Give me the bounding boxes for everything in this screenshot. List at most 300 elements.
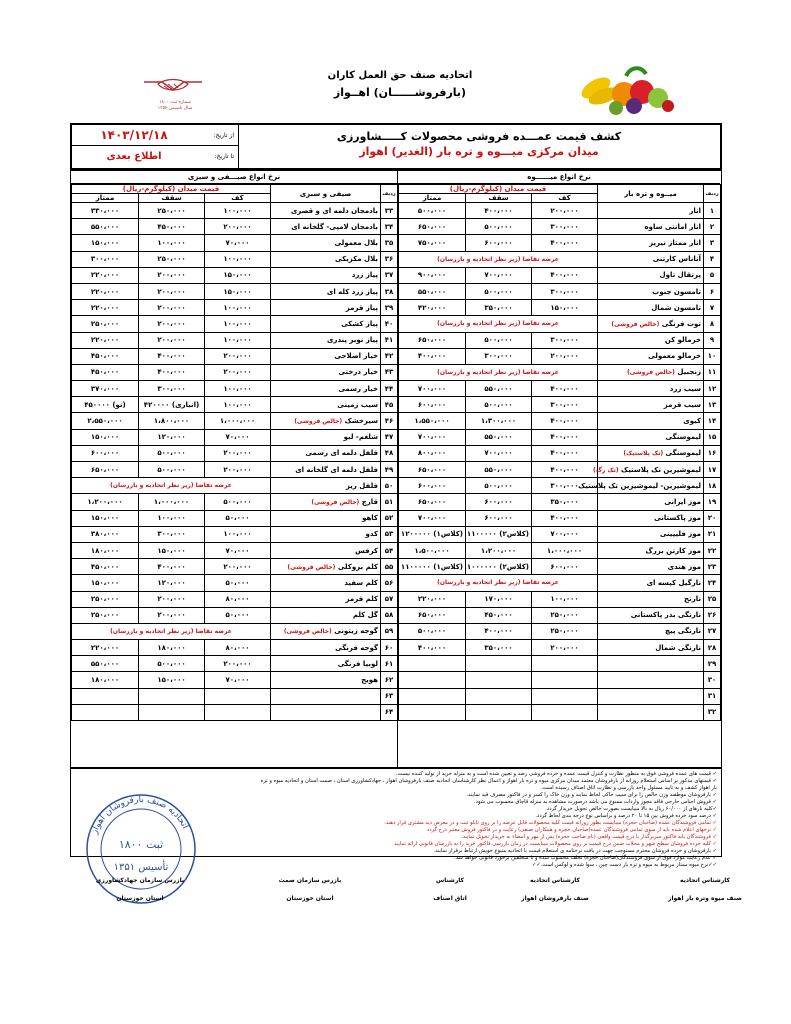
price-premium: [399, 704, 466, 720]
price-max: ۳۰۰،۰۰۰: [139, 381, 205, 397]
table-row: [72, 591, 398, 607]
table-row: [399, 623, 721, 639]
item-name: [598, 397, 704, 413]
price-min: [205, 704, 271, 720]
item-name-text: زنجبیل: [677, 368, 702, 377]
note-line: ✓ عدم رعایت موارد فوق از سوی فروشندگان(صاحبان حجره) تخلف محسوب شده و با متخلفین برخورد قانونی خواهد شد.: [454, 855, 717, 861]
price-min: ۷۰،۰۰۰: [205, 672, 271, 688]
signature-block: [255, 876, 365, 904]
price-max: ۳۵۰،۰۰۰: [466, 300, 532, 316]
item-name: [598, 672, 704, 688]
from-date-row: [72, 125, 238, 146]
table-row: [399, 672, 721, 688]
price-max: ۵۰۰،۰۰۰: [466, 478, 532, 494]
price-premium: ۶۰۰،۰۰۰: [399, 478, 466, 494]
to-date-value: اطلاع بعدی: [106, 150, 162, 162]
price-premium: [72, 688, 139, 704]
item-name: [271, 607, 381, 623]
item-name: [593, 462, 704, 478]
supply-demand-note: عرضه تقاضا (زیر نظر اتحادیه و بازرسان): [399, 251, 598, 267]
price-max: ۵۰۰،۰۰۰: [139, 445, 205, 461]
price-max: ۵۰۰،۰۰۰: [466, 397, 532, 413]
price-max: ۱،۰۰۰،۰۰۰: [139, 494, 205, 510]
price-max: [139, 688, 205, 704]
row-number: ۴: [704, 251, 721, 267]
price-premium: ۱،۲۰۰،۰۰۰: [72, 494, 139, 510]
fruit-section: [397, 171, 720, 767]
item-name-text: لیموسنگی: [665, 449, 702, 458]
table-row: [72, 413, 398, 429]
row-number: ۱۵: [704, 429, 721, 445]
table-row: [399, 429, 721, 445]
row-number: ۵۹: [381, 623, 398, 639]
price-max: ۲۰۰،۰۰۰: [139, 316, 205, 332]
price-max: ۴۰۰،۰۰۰: [466, 203, 532, 219]
item-name-text: خرمالو معمولی: [648, 352, 702, 361]
fruits-logo: [576, 58, 676, 116]
row-number: ۳۶: [381, 251, 398, 267]
price-min: ۱۵۰،۰۰۰: [205, 267, 271, 283]
price-premium: ۱،۵۰۰،۰۰۰: [399, 542, 466, 558]
note-line: ✓ کلیه خرده فروشان سطح شهر و محلات ضمن درج قیمت بر روی محصولات میبایست در زمان بازرسی فاکتور خرید را به بازرسان قانونی ارائه نمایند: [394, 841, 717, 847]
table-row: [399, 494, 721, 510]
item-name: [598, 316, 704, 332]
item-name-text: سیب زمینی: [337, 400, 379, 409]
price-premium: ۲۲۰،۰۰۰: [72, 640, 139, 656]
note-line: ✓ فروش اجناس خارجی فاقد مجوز واردات ممنوع می باشد درصورت مشاهده به منزله قاچاق محسوب می شود.: [473, 799, 717, 805]
price-max: ۲۰۰،۰۰۰: [139, 591, 205, 607]
table-row: [399, 332, 721, 348]
item-name-text: فلفل ریز: [345, 481, 379, 490]
price-min: [532, 656, 598, 672]
note-line: ✓ درصد سود خرده فروش بین ۱۵ تا ۲۰ درصد و براساس نوع درجه بندی لحاظ گردد.: [535, 813, 717, 819]
table-row: [399, 251, 721, 267]
signature-title: بازرس سازمان صمت: [278, 877, 342, 884]
price-max: ۱۲۰،۰۰۰: [139, 575, 205, 591]
price-max: ۱۸۰،۰۰۰: [139, 640, 205, 656]
row-number: ۲۸: [704, 640, 721, 656]
note-line: ✓کلیه بارهای از ۶۰/۰۰۰ ریال به بالا میبایست بصورت خالص تحویل خریدار گردد.: [545, 806, 717, 812]
table-row: [72, 494, 398, 510]
item-name-text: موز کارتن بزرگ: [645, 546, 702, 555]
price-premium: ۶۰۰،۰۰۰: [399, 397, 466, 413]
table-row: [399, 235, 721, 251]
item-name-text: کلم قرمز: [345, 595, 379, 604]
item-name: [598, 656, 704, 672]
note-line: ✓ تمامی فروشندگان عمده (صاحبان حجره) میبایست بطور روزانه قیمت کلیه محصولات قابل عرضه را بر روی تابلو ثبت و در معرض دید مشتری قرار دهند.: [384, 820, 717, 826]
item-name: [271, 623, 381, 639]
price-max: ۶۰۰،۰۰۰: [466, 235, 532, 251]
price-min: ۶۰۰،۰۰۰: [532, 559, 598, 575]
price-max: ۲۰۰،۰۰۰: [139, 300, 205, 316]
item-name-text: سیب زرد: [669, 384, 702, 393]
item-name-text: فلفل دلمه ای رسمی: [305, 449, 379, 458]
item-name: [598, 704, 704, 720]
price-premium: (نو) ۴۵۰۰۰۰: [72, 397, 139, 413]
row-number: ۵۱: [381, 494, 398, 510]
item-name-text: گوجه فرنگی: [335, 643, 379, 652]
stamp-line-1: شماره ثبت ۱۸۰۰: [159, 100, 191, 105]
price-min: ۷۰،۰۰۰: [205, 542, 271, 558]
document-subtitle: میدان مرکزی میـــوه و تره بار (الغدیر) اهواز: [359, 145, 599, 158]
price-max: ۴۰۰،۰۰۰: [139, 348, 205, 364]
row-number: ۳۷: [381, 267, 398, 283]
item-name: [271, 397, 381, 413]
item-name: [271, 429, 381, 445]
item-name: [271, 316, 381, 332]
price-min: ۴۰۰،۰۰۰: [532, 429, 598, 445]
row-number: ۵۳: [381, 526, 398, 542]
price-premium: ۶۵۰،۰۰۰: [72, 462, 139, 478]
price-min: ۱،۰۰۰،۰۰۰: [205, 413, 271, 429]
price-premium: ۷۰۰،۰۰۰: [399, 429, 466, 445]
item-name-text: پیاز قرمز: [345, 303, 379, 312]
item-name: [271, 542, 381, 558]
fruit-section-title: نرخ انواع میــــــوه: [398, 171, 720, 184]
item-name-text: پیاز کشکی: [341, 319, 379, 328]
table-row: [72, 397, 398, 413]
price-min: ۴۰۰،۰۰۰: [532, 413, 598, 429]
table-row: [399, 219, 721, 235]
price-min: ۲۰۰،۰۰۰: [205, 656, 271, 672]
price-max: ۱،۲۰۰،۰۰۰: [466, 542, 532, 558]
price-min: ۱۰۰،۰۰۰: [205, 203, 271, 219]
price-min: ۲۰۰،۰۰۰: [205, 462, 271, 478]
table-row: [399, 591, 721, 607]
price-premium: ۵۵۰،۰۰۰: [399, 283, 466, 299]
item-name-text: بلال معمولی: [334, 238, 379, 247]
table-row: [399, 413, 721, 429]
price-max: ۵۰۰،۰۰۰: [466, 219, 532, 235]
signature-block: [650, 876, 760, 904]
table-row: [72, 478, 398, 494]
table-row: [72, 640, 398, 656]
price-min: ۷۰۰،۰۰۰: [532, 526, 598, 542]
title-cell: [238, 125, 720, 168]
row-number: ۴۶: [381, 413, 398, 429]
price-min: ۷۰،۰۰۰: [205, 429, 271, 445]
signature-title: کارشناس اتحادیه: [529, 877, 581, 884]
price-min: ۲۵۰،۰۰۰: [532, 623, 598, 639]
item-name: [271, 575, 381, 591]
item-name-text: توت فرنگی: [661, 319, 702, 328]
price-premium: ۱۵۰،۰۰۰: [72, 510, 139, 526]
price-min: ۱۵۰،۰۰۰: [532, 300, 598, 316]
item-name-text: انار ممتاز نیریز: [649, 238, 702, 247]
seal-ring-text: اتحادیه صنف بارفروشان اهواز: [89, 794, 190, 836]
signature-title: کارشناس اتحادیه: [679, 877, 731, 884]
supply-demand-note: عرضه تقاضا (زیر نظر اتحادیه و بازرسان): [72, 623, 271, 639]
price-premium: ۴۵۰،۰۰۰: [72, 559, 139, 575]
price-min: ۷۰،۰۰۰: [205, 235, 271, 251]
price-grid: [70, 170, 722, 768]
item-name-text: لیموسنگی: [665, 433, 702, 442]
col-row-header: ردیف: [704, 185, 721, 203]
table-row: [72, 672, 398, 688]
row-number: ۹: [704, 332, 721, 348]
item-name-text: خیار رسمی: [338, 384, 379, 393]
row-number: ۲۹: [704, 656, 721, 672]
fruit-table: [398, 184, 721, 721]
signature-block: [85, 876, 195, 904]
price-max: ۷۰۰،۰۰۰: [466, 267, 532, 283]
table-row: [399, 348, 721, 364]
price-max: ۴۰۰،۰۰۰: [466, 623, 532, 639]
price-max: ۱۰۰،۰۰۰: [139, 235, 205, 251]
note-line: ✓ فروشندگان باید فاکتور سربرگدار با درج قیمت واقعی (نام صاحب حجره) پس از مهر و امضاء به خریدار تحویل نمایند.: [460, 834, 717, 840]
row-number: ۱۸: [704, 478, 721, 494]
row-number: ۳۴: [381, 219, 398, 235]
item-name-text: نارنج: [684, 595, 702, 604]
table-row: [72, 267, 398, 283]
price-min: ۳۰۰،۰۰۰: [532, 283, 598, 299]
item-name: [598, 510, 704, 526]
table-row: [399, 559, 721, 575]
row-number: ۴۹: [381, 462, 398, 478]
price-premium: ۳۸۰،۰۰۰: [72, 526, 139, 542]
signature-block: [500, 876, 610, 904]
item-name: [598, 623, 704, 639]
price-max: ۳۰۰،۰۰۰: [466, 348, 532, 364]
price-premium: ۴۰۰،۰۰۰: [399, 348, 466, 364]
row-number: ۲۰: [704, 510, 721, 526]
row-number: ۴۷: [381, 429, 398, 445]
item-name-text: تامسون جنوب: [652, 287, 702, 296]
row-number: ۲۶: [704, 607, 721, 623]
item-name-text: انار امانتی ساوه: [644, 222, 702, 231]
price-premium: ۴۵۰،۰۰۰: [72, 348, 139, 364]
table-row: [399, 478, 721, 494]
item-name: [598, 235, 704, 251]
price-min: ۴۰۰،۰۰۰: [532, 381, 598, 397]
price-max: ۱۵۰،۰۰۰: [139, 672, 205, 688]
table-row: [72, 462, 398, 478]
price-premium: ۲۲۰،۰۰۰: [72, 300, 139, 316]
price-min: ۱۰۰،۰۰۰: [205, 316, 271, 332]
price-max: ۴۵۰،۰۰۰: [466, 607, 532, 623]
col-min-header: کف: [532, 194, 598, 203]
price-min: ۸۰،۰۰۰: [205, 591, 271, 607]
price-premium: ۵۵۰،۰۰۰: [72, 656, 139, 672]
price-max: ۵۵۰،۰۰۰: [466, 462, 532, 478]
table-row: [72, 656, 398, 672]
from-date-label: از تاریخ:: [213, 131, 234, 139]
price-min: ۵۰،۰۰۰: [205, 510, 271, 526]
row-number: ۵۰: [381, 478, 398, 494]
item-name: [271, 251, 381, 267]
item-name-text: لیموشیرین تک پلاستیک: [621, 465, 702, 474]
item-name-text: موز فلیپینی: [659, 530, 702, 539]
item-name-text: کدو: [365, 530, 379, 539]
price-max: ۳۰۰،۰۰۰: [139, 526, 205, 542]
item-name: [271, 235, 381, 251]
item-name-text: بادمجان لامپی- گلخانه ای: [291, 222, 379, 231]
item-name-text: سیب قرمز: [663, 400, 702, 409]
item-name: [598, 591, 704, 607]
item-name: [271, 381, 381, 397]
price-premium: ۶۵۰،۰۰۰: [399, 607, 466, 623]
col-name-header: میــوه و تره بار: [598, 185, 704, 203]
price-min: ۱۰۰،۰۰۰: [532, 591, 598, 607]
item-note: (خالص فروشی): [611, 320, 660, 328]
row-number: ۴۴: [381, 381, 398, 397]
note-line: ✓✓نرخ میوه ممتاز مربوط به میوه و تره بار دست چین ، سوا شده و لوکس است.✓✓: [532, 862, 717, 868]
item-name-text: آناناس کارتنی: [652, 255, 702, 264]
item-name: [598, 300, 704, 316]
price-min: ۸۰،۰۰۰: [205, 640, 271, 656]
item-name: [598, 575, 704, 591]
row-number: ۳۸: [381, 283, 398, 299]
price-min: ۲۰۰،۰۰۰: [205, 348, 271, 364]
price-premium: ۴۵۰،۰۰۰: [72, 364, 139, 380]
table-row: [399, 283, 721, 299]
price-premium: ۱۵۰،۰۰۰: [72, 429, 139, 445]
price-max: ۲۰۰،۰۰۰: [139, 332, 205, 348]
item-name: [271, 364, 381, 380]
table-row: [72, 235, 398, 251]
price-max: ۵۰۰،۰۰۰: [466, 283, 532, 299]
table-row: [72, 688, 398, 704]
item-name-text: کرفس: [355, 546, 379, 555]
item-name: [598, 364, 704, 380]
item-name: [271, 348, 381, 364]
row-number: ۲۱: [704, 526, 721, 542]
row-number: ۵: [704, 267, 721, 283]
row-number: ۳۵: [381, 235, 398, 251]
price-max: ۴۰۰،۰۰۰: [139, 559, 205, 575]
price-premium: ۴۲۰،۰۰۰: [399, 300, 466, 316]
price-min: [205, 688, 271, 704]
signature-org: اتاق اصناف: [433, 895, 467, 902]
table-row: [72, 332, 398, 348]
price-max: (انباری) ۴۲۰۰۰۰: [139, 397, 205, 413]
price-premium: ۲۵۰،۰۰۰: [72, 316, 139, 332]
table-row: [72, 559, 398, 575]
price-max: ۶۰۰،۰۰۰: [466, 510, 532, 526]
title-box: [70, 123, 722, 170]
item-name-text: کیوی: [683, 417, 702, 426]
price-premium: ۲۲۰،۰۰۰: [72, 332, 139, 348]
table-row: [399, 462, 721, 478]
item-name: [271, 267, 381, 283]
table-row: [72, 704, 398, 720]
table-row: [399, 445, 721, 461]
item-note: (تک پلاستیک): [623, 450, 664, 458]
signature-org: صنف بارفروشان اهواز: [521, 895, 589, 902]
price-max: ۲۰۰،۰۰۰: [139, 283, 205, 299]
item-name: [598, 640, 704, 656]
price-premium: ۹۰۰،۰۰۰: [399, 267, 466, 283]
item-name: [598, 251, 704, 267]
row-number: ۶۳: [381, 688, 398, 704]
price-max: ۶۰۰،۰۰۰: [466, 494, 532, 510]
table-row: [72, 510, 398, 526]
price-premium: ۳۷۰،۰۰۰: [72, 381, 139, 397]
price-max: ۱۷۰،۰۰۰: [466, 591, 532, 607]
note-line: بار اهواز کشف و به تایید مسئول واحد بازرسی و نظارت اتاق اصناف رسیده است.: [541, 785, 717, 791]
item-name-text: پرتقال تاول: [659, 271, 702, 280]
item-name: [271, 478, 381, 494]
table-row: [72, 381, 398, 397]
price-premium: ۷۰۰،۰۰۰: [399, 381, 466, 397]
price-premium: ۱۸۰،۰۰۰: [72, 542, 139, 558]
item-name-text: هویج: [361, 676, 379, 685]
price-max: [466, 704, 532, 720]
row-number: ۶۲: [381, 672, 398, 688]
veg-section-title: نرخ انواع صیـــفی و سبزی: [71, 171, 397, 184]
item-name: [271, 462, 381, 478]
table-row: [72, 219, 398, 235]
price-premium: (کلاس۱) ۱۱۰۰۰۰۰: [399, 559, 466, 575]
note-line: ✓ قیمتهای مذکور بر اساس استعلام روزانه از بارفروشان معتمد میدان مرکزی میوه و تره بار اهواز و اعمال نظر کارشناسان اتحادیه صنف بارفروشان اهواز ، جهادکشاورزی استان ، صمت استان و اتحادیه میوه و تره: [260, 778, 717, 784]
price-min: ۴۰۰،۰۰۰: [532, 267, 598, 283]
price-premium: ۱۵۰،۰۰۰: [72, 235, 139, 251]
price-max: ۵۰۰،۰۰۰: [139, 656, 205, 672]
row-number: ۶۴: [381, 704, 398, 720]
price-max: [466, 656, 532, 672]
table-row: [72, 283, 398, 299]
row-number: ۵۲: [381, 510, 398, 526]
row-number: ۱۰: [704, 348, 721, 364]
item-name: [271, 640, 381, 656]
item-name-text: قارچ: [361, 497, 379, 506]
item-note: (خالص فروشی): [287, 563, 336, 571]
item-name-text: نارنگی پیچ: [664, 627, 702, 636]
price-max: ۴۰۰،۰۰۰: [139, 364, 205, 380]
price-min: ۱۰۰،۰۰۰: [205, 332, 271, 348]
table-row: [399, 575, 721, 591]
price-premium: ۶۵۰،۰۰۰: [399, 462, 466, 478]
item-name-text: انار: [689, 206, 702, 215]
item-name-text: لوبیا فرنگی: [337, 659, 379, 668]
item-name: [271, 413, 381, 429]
row-number: ۲: [704, 219, 721, 235]
col-max-header: سقف: [466, 194, 532, 203]
price-min: ۳۵۰،۰۰۰: [532, 494, 598, 510]
price-min: ۱۰۰،۰۰۰: [205, 526, 271, 542]
price-min: ۲۵۰،۰۰۰: [532, 607, 598, 623]
item-name-text: بادمجان دلمه ای و قصری: [290, 206, 379, 215]
price-premium: ۲۲۰،۰۰۰: [72, 283, 139, 299]
seal-year-text: تأسیس ۱۳۵۱: [113, 862, 169, 873]
item-name: [271, 688, 381, 704]
table-row: [399, 267, 721, 283]
price-max: ۵۵۰،۰۰۰: [466, 381, 532, 397]
item-name: [271, 300, 381, 316]
row-number: ۴۸: [381, 445, 398, 461]
item-name: [598, 203, 704, 219]
price-min: ۵۰،۰۰۰: [205, 607, 271, 623]
item-name: [598, 332, 704, 348]
item-note: (خالص فروشی): [283, 628, 332, 636]
note-line: ✓ قیمت های عمده فروشی فوق به منظور نظارت و کنترل قیمت عمده و خرده فروشی رصد و تعیین شده است و به منزله خرید از تولید کننده نیست.: [395, 771, 717, 777]
item-name-text: موز پاکستانی: [654, 514, 702, 523]
item-name: [598, 559, 704, 575]
item-name-text: موز ایرانی: [664, 497, 702, 506]
item-note: (خالص فروشی): [311, 498, 360, 506]
price-min: ۵۰۰،۰۰۰: [205, 494, 271, 510]
table-row: [72, 607, 398, 623]
item-name-text: نارگیل کیسه ای: [646, 578, 702, 587]
row-number: ۸: [704, 316, 721, 332]
price-max: ۱۵۰،۰۰۰: [139, 542, 205, 558]
item-name-text: گوجه زیتونی: [334, 627, 379, 636]
item-name-text: خرمالو کن: [664, 336, 702, 345]
row-number: ۲۴: [704, 575, 721, 591]
price-min: ۲۰۰،۰۰۰: [532, 640, 598, 656]
item-name: [598, 542, 704, 558]
item-name: [271, 283, 381, 299]
